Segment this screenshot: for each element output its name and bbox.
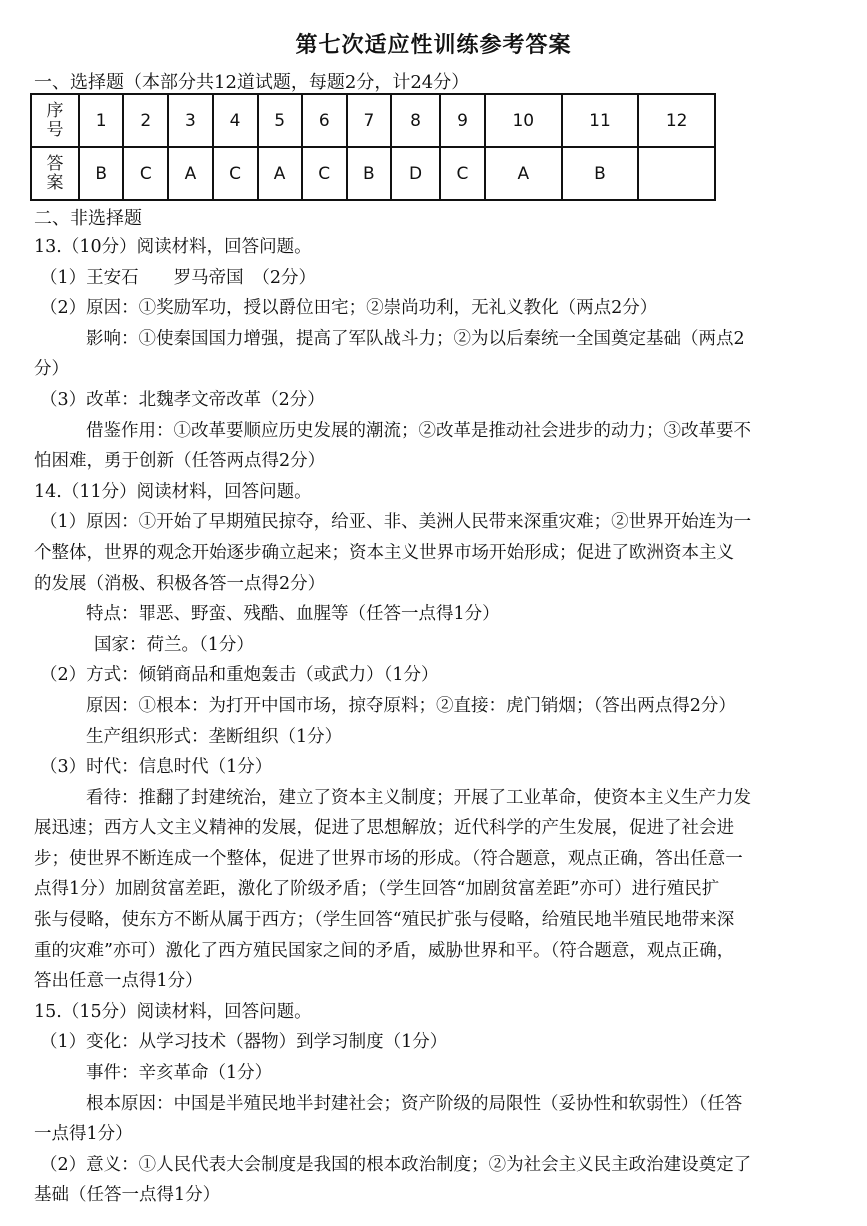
answer-cell: B	[562, 147, 639, 200]
answer-line: 根本原因：中国是半殖民地半封建社会；资产阶级的局限性（妥协性和软弱性）（任答	[86, 1093, 743, 1114]
question-number-cell: 2	[123, 94, 168, 147]
answer-line: 原因：①根本：为打开中国市场，掠夺原料；②直接：虎门销烟；（答出两点得2分）	[86, 695, 736, 716]
answer-line: 看待：推翻了封建统治，建立了资本主义制度；开展了工业革命，使资本主义生产力发	[86, 787, 751, 808]
answer-line: 一点得1分）	[34, 1124, 133, 1145]
answer-line: 特点：罪恶、野蛮、残酷、血腥等（任答一点得1分）	[86, 604, 500, 625]
answer-cell: C	[123, 147, 168, 200]
answer-line: （3）改革：北魏孝文帝改革（2分）	[40, 389, 325, 410]
answer-line: 借鉴作用：①改革要顺应历史发展的潮流；②改革是推动社会进步的动力；③改革要不	[86, 420, 751, 441]
question-number-cell: 1	[79, 94, 123, 147]
answer-line: 个整体，世界的观念开始逐步确立起来；资本主义世界市场开始形成；促进了欧洲资本主义	[34, 542, 734, 563]
answer-line: 怕困难，勇于创新（任答两点得2分）	[34, 451, 326, 472]
answer-lines	[34, 232, 834, 1211]
question-number-cell: 8	[391, 94, 440, 147]
answer-line: 13.（10分）阅读材料，回答问题。	[34, 237, 312, 257]
answer-line: 展迅速；西方人文主义精神的发展，促进了思想解放；近代科学的产生发展，促进了社会进	[34, 818, 734, 839]
answer-line: 张与侵略，使东方不断从属于西方；（学生回答“殖民扩张与侵略，给殖民地半殖民地带来深	[34, 910, 735, 931]
answer-line: 答出任意一点得1分）	[34, 971, 203, 992]
answer-cell: C	[440, 147, 485, 200]
question-number-cell: 5	[258, 94, 302, 147]
answer-line: 点得1分）加剧贫富差距，激化了阶级矛盾；（学生回答“加剧贫富差距”亦可）进行殖民扩	[34, 879, 720, 900]
answer-line: 生产组织形式：垄断组织（1分）	[86, 726, 343, 747]
question-number-cell: 11	[562, 94, 639, 147]
answer-line: 影响：①使秦国国力增强，提高了军队战斗力；②为以后秦统一全国奠定基础（两点2	[86, 328, 745, 349]
row-label-text: 序号	[46, 100, 64, 140]
answer-cell: A	[168, 147, 212, 200]
question-number-cell: 6	[302, 94, 347, 147]
answer-line: （2）原因：①奖励军功，授以爵位田宅；②崇尚功利，无礼义教化（两点2分）	[40, 298, 658, 319]
answer-line: 基础（任答一点得1分）	[34, 1185, 221, 1206]
answer-cell: D	[391, 147, 440, 200]
answer-line: （1）原因：①开始了早期殖民掠夺，给亚、非、美洲人民带来深重灾难；②世界开始连为一	[40, 512, 752, 533]
answer-line: （2）方式：倾销商品和重炮轰击（或武力）（1分）	[40, 665, 439, 686]
question-number-cell: 9	[440, 94, 485, 147]
answer-line: （1）王安石 罗马帝国 （2分）	[40, 267, 317, 288]
answer-line: 重的灾难”亦可）激化了西方殖民国家之间的矛盾，威胁世界和平。（符合题意，观点正确，	[34, 940, 735, 961]
answer-cell: A	[485, 147, 562, 200]
answer-line: （1）变化：从学习技术（器物）到学习制度（1分）	[40, 1032, 448, 1053]
question-number-cell: 10	[485, 94, 562, 147]
number-row	[31, 94, 715, 147]
row-label-text: 答案	[46, 153, 64, 193]
answer-cell: B	[79, 147, 123, 200]
answer-line: 15.（15分）阅读材料，回答问题。	[34, 1001, 312, 1022]
answer-cell: A	[258, 147, 302, 200]
answer-line: 步；使世界不断连成一个整体，促进了世界市场的形成。（符合题意，观点正确，答出任意一	[34, 848, 743, 869]
answer-line: （2）意义：①人民代表大会制度是我国的根本政治制度；②为社会主义民主政治建设奠定了	[40, 1154, 752, 1175]
question-number-cell: 3	[168, 94, 212, 147]
answer-line: 14.（11分）阅读材料，回答问题。	[34, 481, 312, 502]
answer-row	[31, 147, 715, 200]
answer-line: 国家：荷兰。（1分）	[94, 634, 254, 655]
answer-cell	[638, 147, 715, 200]
answer-line: 事件：辛亥革命（1分）	[86, 1063, 273, 1084]
row-label-answer	[31, 147, 79, 200]
question-number-cell: 7	[347, 94, 391, 147]
answer-line: 分）	[34, 359, 69, 380]
question-number-cell: 4	[213, 94, 258, 147]
page-title: 第七次适应性训练参考答案	[295, 32, 572, 58]
row-label-number	[31, 94, 79, 147]
section-2-heading: 二、非选择题	[34, 208, 142, 229]
answer-cell: C	[302, 147, 347, 200]
answer-cell: B	[347, 147, 391, 200]
section-1-heading: 一、选择题（本部分共12道试题，每题2分，计24分）	[34, 72, 470, 93]
question-number-cell: 12	[638, 94, 715, 147]
answer-line: （3）时代：信息时代（1分）	[40, 757, 273, 778]
answer-cell: C	[213, 147, 258, 200]
answer-table	[30, 93, 716, 201]
answer-line: 的发展（消极、积极各答一点得2分）	[34, 573, 326, 594]
